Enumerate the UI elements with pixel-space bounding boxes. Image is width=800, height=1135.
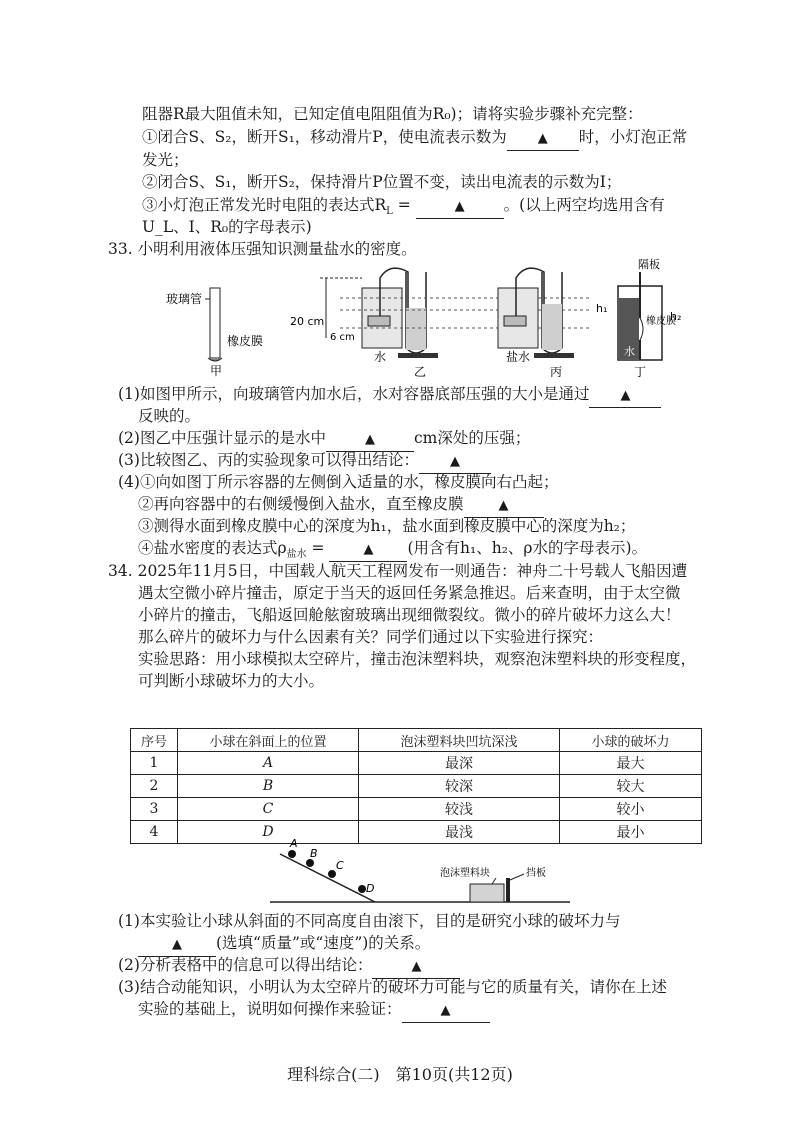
th-position: 小球在斜面上的位置	[178, 729, 359, 752]
q34-line-6: 可判断小球破坏力的大小。	[138, 672, 325, 690]
cell-index: 4	[131, 821, 178, 844]
glass-tube	[210, 288, 220, 358]
ball-c	[328, 870, 336, 878]
q34-incline-figure	[270, 837, 590, 910]
blank-marker: ▲	[620, 388, 631, 403]
table-row	[131, 821, 702, 844]
ball-a	[288, 850, 296, 858]
label-water: 水	[374, 350, 387, 364]
q32-expr-label: ③小灯泡正常发光时电阻的表达式R	[142, 196, 387, 214]
depth-6cm: 6 cm	[330, 332, 355, 343]
th-index: 序号	[131, 729, 178, 752]
q34-line-1: 34. 2025年11月5日，中国载人航天工程网发布一则通告：神舟二十号载人飞船因遭	[108, 562, 688, 580]
q34-p2-text: (2)分析表格中的信息可以得出结论：	[118, 956, 373, 974]
label-c: C	[336, 859, 344, 872]
label-glass-tube: 玻璃管	[166, 292, 203, 306]
q34-p3: (3)结合动能知识，小明认为太空碎片的破坏力可能与它的质量有关，请你在上述	[118, 978, 667, 996]
label-a: A	[290, 837, 298, 850]
cell-position: D	[178, 821, 359, 844]
q34-line-4: 那么碎片的破坏力与什么因素有关？同学们通过以下实验进行探究：	[138, 628, 604, 646]
q32-expr-eq: =	[392, 196, 416, 214]
q34-line-5: 实验思路：用小球模拟太空碎片，撞击泡沫塑料块，观察泡沫塑料块的形变程度，	[138, 650, 697, 668]
blank-marker: ▲	[363, 542, 374, 557]
cell-pit-depth: 最浅	[359, 821, 560, 844]
cell-power: 较大	[560, 775, 702, 798]
answer-blank[interactable]	[416, 194, 504, 219]
label-membrane: 橡皮膜	[227, 334, 264, 348]
cell-pit-depth: 最深	[359, 752, 560, 775]
q32-expr-sub: L	[386, 206, 393, 218]
q32-note: 。(以上两空均选用含有	[503, 196, 665, 214]
answer-blank[interactable]	[402, 998, 490, 1023]
q33-p2-tail: cm深处的压强；	[413, 429, 531, 447]
q33-title: 33. 小明利用液体压强知识测量盐水的密度。	[108, 240, 417, 258]
blank-marker: ▲	[498, 498, 509, 513]
q32-line-4: ②闭合S、S₁，断开S₂，保持滑片P位置不变，读出电流表的示数为I；	[142, 173, 622, 191]
answer-blank[interactable]	[329, 537, 407, 562]
label-bing: 丙	[550, 365, 563, 379]
table-header-row	[131, 729, 702, 752]
blank-marker: ▲	[537, 131, 548, 146]
cell-position: C	[178, 798, 359, 821]
cell-position: A	[178, 752, 359, 775]
label-ding: 丁	[634, 365, 647, 379]
cell-power: 较小	[560, 798, 702, 821]
q33-p4d-label: ④盐水密度的表达式ρ	[138, 539, 287, 557]
blank-marker: ▲	[449, 454, 460, 469]
blank-marker: ▲	[454, 199, 465, 214]
cell-pit-depth: 较浅	[359, 798, 560, 821]
q33-p2-text: (2)图乙中压强计显示的是水中	[118, 429, 326, 447]
th-pit-depth: 泡沫塑料块凹坑深浅	[359, 729, 560, 752]
label-jia: 甲	[210, 364, 223, 378]
ball-d	[358, 885, 366, 893]
q33-p4d-eq: =	[306, 539, 330, 557]
q34-p3-cont	[138, 998, 490, 1023]
q34-p1-note: (选填“质量”或“速度”)的关系。	[216, 934, 431, 952]
q33-p4c: ③测得水面到橡皮膜中心的深度为h₁，盐水面到橡皮膜中心的深度为h₂；	[138, 517, 636, 535]
table-row	[131, 775, 702, 798]
q33-p1-cont: 反映的。	[138, 407, 201, 425]
th-destructive-power: 小球的破坏力	[560, 729, 702, 752]
q34-line-2: 遇太空微小碎片撞击，原定于当天的返回任务紧急推迟。后来查明，由于太空微	[138, 584, 681, 602]
q34-data-table	[130, 728, 702, 844]
cell-power: 最小	[560, 821, 702, 844]
cell-index: 2	[131, 775, 178, 798]
page-footer: 理科综合(二) 第10页(共12页)	[287, 1065, 513, 1084]
q34-line-3: 小碎片的撞击，飞船返回舱舷窗玻璃出现细微裂纹。微小的碎片破坏力这么大！	[138, 606, 681, 624]
answer-blank[interactable]	[507, 126, 579, 151]
cell-index: 1	[131, 752, 178, 775]
incline-slope	[280, 854, 375, 902]
q33-p4a: (4)①向如图丁所示容器的左侧倒入适量的水，橡皮膜向右凸起；	[118, 473, 559, 491]
depth-20cm: 20 cm	[290, 315, 325, 328]
q33-figure	[130, 258, 690, 384]
cell-position: B	[178, 775, 359, 798]
q33-p3-text: (3)比较图乙、丙的实验现象可以得出结论：	[118, 451, 419, 469]
q32-line-3: 发光；	[142, 151, 189, 169]
blank-marker: ▲	[440, 1003, 451, 1018]
q32-line-1: 阻器R最大阻值未知，已知定值电阻阻值为R₀)；请将实验步骤补充完整：	[142, 105, 643, 123]
blank-marker: ▲	[411, 959, 422, 974]
label-baffle: 挡板	[526, 868, 546, 879]
label-partition: 隔板	[638, 258, 660, 271]
q34-p1: (1)本实验让小球从斜面的不同高度自由滚下，目的是研究小球的破坏力与	[118, 912, 621, 930]
answer-blank[interactable]	[589, 383, 661, 408]
cell-power: 最大	[560, 752, 702, 775]
cell-pit-depth: 较深	[359, 775, 560, 798]
table-row	[131, 752, 702, 775]
q33-p4b-text: ②再向容器中的右侧缓慢倒入盐水，直至橡皮膜	[138, 495, 464, 513]
q33-p1-text: (1)如图甲所示，向玻璃管内加水后，水对容器底部压强的大小是通过	[118, 385, 590, 403]
blank-marker: ▲	[172, 937, 182, 952]
rubber-membrane	[208, 358, 222, 361]
q32-step1-tail: 时，小灯泡正常	[578, 128, 688, 146]
label-foam: 泡沫塑料块	[440, 868, 490, 879]
q32-step1-text: ①闭合S、S₂，断开S₁，移动滑片P，使电流表示数为	[142, 128, 507, 146]
label-yi: 乙	[414, 365, 427, 379]
baffle	[506, 878, 510, 902]
label-mem-vertical: 橡皮膜	[646, 316, 676, 327]
cell-index: 3	[131, 798, 178, 821]
label-brine: 盐水	[506, 350, 531, 364]
label-d: D	[366, 882, 375, 895]
foam-block	[470, 884, 504, 902]
q34-p3-text: 实验的基础上，说明如何操作来验证：	[138, 1000, 402, 1018]
label-water-ding: 水	[624, 345, 635, 358]
ball-b	[306, 859, 314, 867]
table-row	[131, 798, 702, 821]
q33-p4d-note: (用含有h₁、h₂、ρ水的字母表示)。	[407, 539, 648, 557]
q32-line-2	[142, 126, 687, 151]
blank-marker: ▲	[364, 432, 375, 447]
q32-line-6: U_L、I、R₀的字母表示)	[142, 218, 312, 236]
label-b: B	[310, 847, 318, 860]
label-h1: h₁	[596, 302, 608, 315]
q33-p4d-sub: 盐水	[286, 549, 307, 561]
label-h2: h₂	[670, 310, 682, 323]
